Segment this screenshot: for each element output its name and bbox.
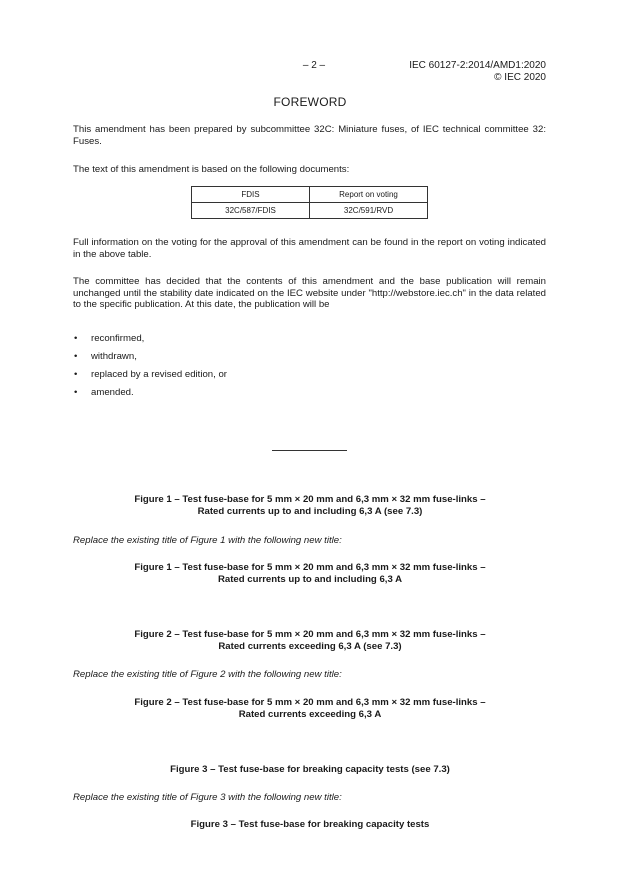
figure-1-new-title: [0, 562, 620, 586]
document-reference: [409, 60, 546, 84]
table-cell: 32C/591/RVD: [310, 203, 428, 219]
page-title: FOREWORD: [273, 95, 347, 109]
table-row: [192, 203, 428, 219]
paragraph-prepared-by: This amendment has been prepared by subcommittee 32C: Miniature fuses, of IEC technical committee 32: Fuses.: [73, 124, 546, 147]
figure-1-old-title: [0, 494, 620, 518]
figure-1-instruction: Replace the existing title of Figure 1 with the following new title:: [73, 535, 342, 546]
figure-title-line: Rated currents up to and including 6,3 A: [217, 574, 403, 585]
paragraph-based-on: The text of this amendment is based on the following documents:: [73, 164, 350, 175]
figure-title-line: Figure 2 – Test fuse-base for 5 mm × 20 mm and 6,3 mm × 32 mm fuse-links –: [134, 629, 486, 640]
figure-2-instruction: Replace the existing title of Figure 2 with the following new title:: [73, 669, 342, 680]
publication-options-list: [73, 333, 227, 405]
list-item: • reconfirmed,: [73, 333, 227, 351]
figure-title-line: Rated currents exceeding 6,3 A (see 7.3): [218, 641, 402, 652]
table-cell: 32C/587/FDIS: [192, 203, 310, 219]
doc-ref-text: IEC 60127-2:2014/AMD1:2020: [409, 60, 546, 71]
figure-3-instruction: Replace the existing title of Figure 3 with the following new title:: [73, 792, 342, 803]
table-header-cell: Report on voting: [310, 187, 428, 203]
voting-table: [191, 186, 428, 219]
list-item: • replaced by a revised edition, or: [73, 369, 227, 387]
list-item: • withdrawn,: [73, 351, 227, 369]
figure-2-new-title: [0, 697, 620, 721]
page-number: – 2 –: [302, 60, 326, 71]
paragraph-voting-info: Full information on the voting for the approval of this amendment can be found in the report on voting indicated in the above table.: [73, 237, 546, 260]
figure-title-line: Figure 1 – Test fuse-base for 5 mm × 20 mm and 6,3 mm × 32 mm fuse-links –: [134, 562, 486, 573]
copyright-text: © IEC 2020: [494, 72, 546, 83]
figure-2-old-title: [0, 629, 620, 653]
figure-3-new-title: Figure 3 – Test fuse-base for breaking capacity tests: [190, 819, 430, 830]
paragraph-stability-date: The committee has decided that the contents of this amendment and the base publication will remain unchanged until the stability date indicated on the IEC website under "http://webstore.iec.ch" in the data related to the specific publication. At this date, the publication will be: [73, 276, 546, 311]
figure-title-line: Rated currents up to and including 6,3 A (see 7.3): [197, 506, 423, 517]
figure-3-old-title: Figure 3 – Test fuse-base for breaking capacity tests (see 7.3): [170, 764, 450, 775]
table-header-cell: FDIS: [192, 187, 310, 203]
figure-title-line: Figure 2 – Test fuse-base for 5 mm × 20 mm and 6,3 mm × 32 mm fuse-links –: [134, 697, 486, 708]
list-item: • amended.: [73, 387, 227, 405]
figure-title-line: Rated currents exceeding 6,3 A: [238, 709, 382, 720]
figure-title-line: Figure 1 – Test fuse-base for 5 mm × 20 mm and 6,3 mm × 32 mm fuse-links –: [134, 494, 486, 505]
section-divider: [272, 450, 347, 451]
table-header-row: [192, 187, 428, 203]
